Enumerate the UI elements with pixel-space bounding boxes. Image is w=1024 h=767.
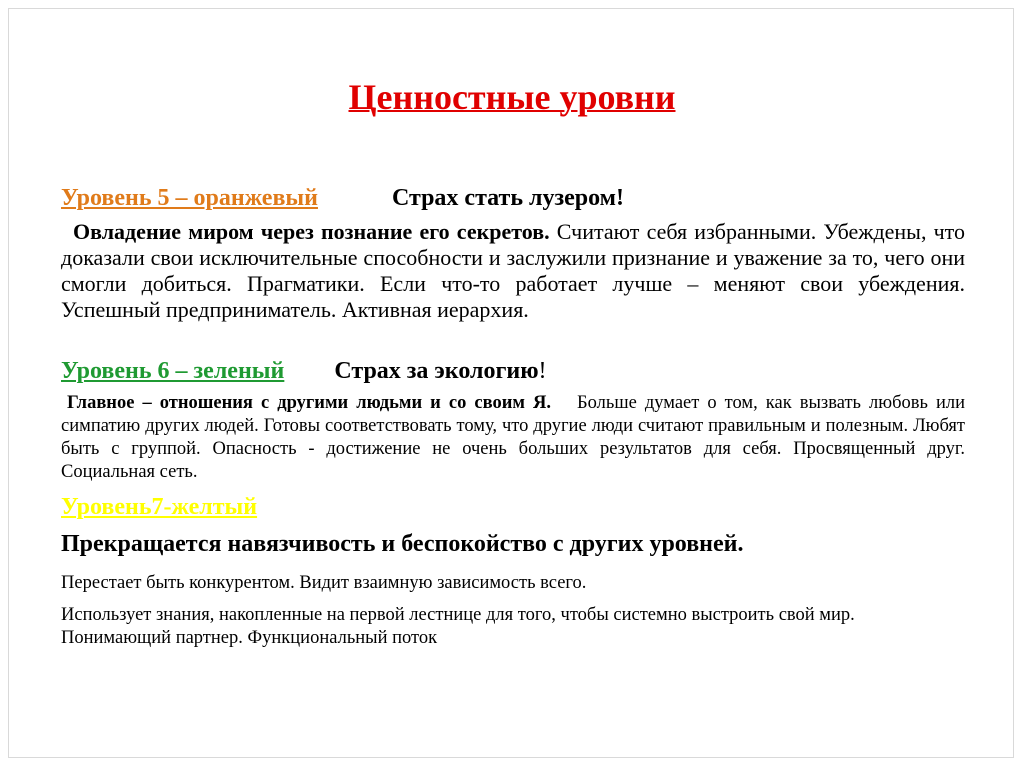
level5-lead: Овладение миром через познание его секретов. (73, 219, 550, 244)
level7-lead: Прекращается навязчивость и беспокойство с других уровней. (61, 531, 744, 557)
level7-name: Уровень7-желтый (61, 494, 258, 520)
level5-paragraph (61, 219, 965, 323)
level7-paragraph-2: Использует знания, накопленные на первой лестнице для того, чтобы системно выстроить свой мир. Понимающий партнер. Функциональный поток (61, 605, 855, 648)
level6-fear-end: ! (538, 358, 547, 384)
level7-paragraph-1: Перестает быть конкурентом. Видит взаимную зависимость всего. (61, 573, 587, 593)
level6-name: Уровень 6 – зеленый (61, 358, 285, 384)
level6-fear: Страх за экологию (334, 358, 539, 384)
level6-lead: Главное – отношения с другими людьми и со своим Я. (67, 393, 551, 413)
page-title: Ценностные уровни (348, 77, 676, 117)
level6-text: Больше думает о том, как вызвать любовь или симпатию других людей. Готовы соответствовать тому, что другие люди считают правильным и полезным. Любят быть с группой. Опасность - достижение не очень больших результатов для себя. Просвященный друг. Социальная сеть. (61, 393, 965, 482)
level5-header (61, 184, 965, 212)
level6-paragraph (61, 392, 965, 484)
level7-header (61, 493, 965, 521)
level5-name: Уровень 5 – оранжевый (61, 185, 318, 211)
level5-fear: Страх стать лузером! (391, 185, 624, 211)
level6-header (61, 357, 965, 385)
level5-text: Считают себя избранными. Убеждены, что доказали свои исключительные способности и заслужили признание и уважение за то, чего они смогли добиться. Прагматики. Если что-то работает лучше – меняют свои убеждения. Успешный предприниматель. Активная иерархия. (61, 219, 965, 322)
